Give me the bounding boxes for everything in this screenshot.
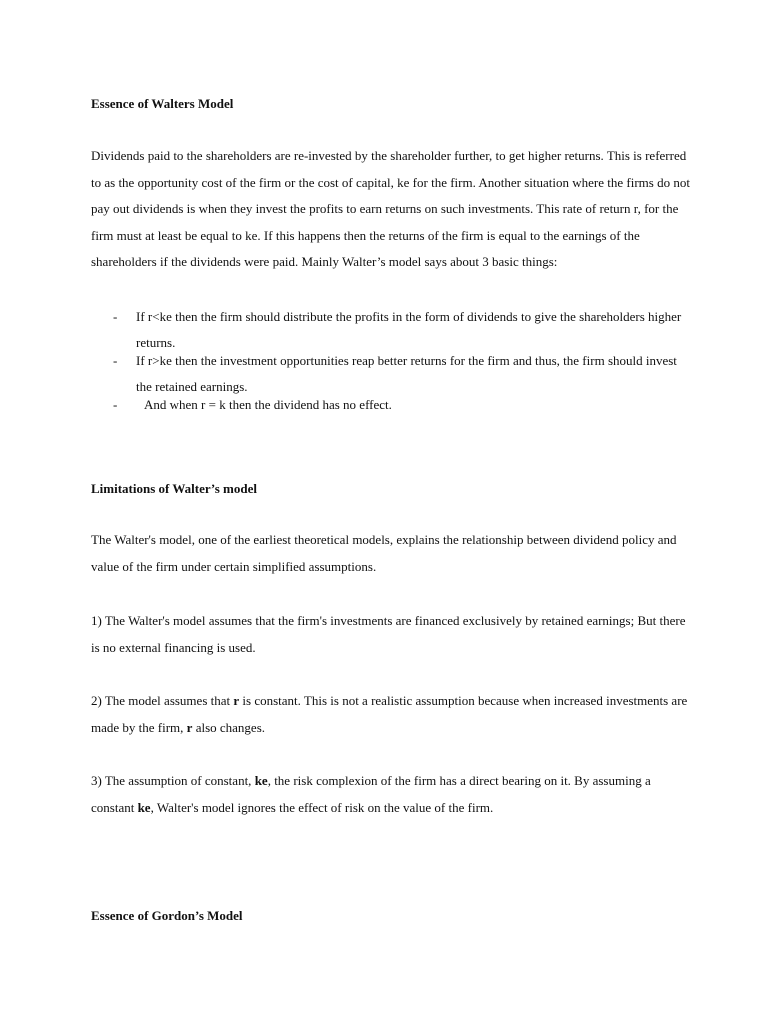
bullet-dash: -	[113, 309, 118, 324]
bullet-text: If r>ke then the investment opportunities reap better returns for the firm and thus, the firm should invest the retained earnings.	[136, 353, 677, 394]
heading-essence-walters: Essence of Walters Model	[91, 96, 234, 111]
bullet-text: And when r = k then the dividend has no effect.	[144, 397, 392, 412]
bullet-text: If r<ke then the firm should distribute the profits in the form of dividends to give the shareholders higher returns.	[136, 309, 682, 350]
walters-bullet-list	[91, 304, 691, 418]
list-item	[91, 392, 691, 418]
var-r: r	[233, 693, 240, 708]
bullet-dash: -	[113, 353, 118, 368]
walters-paragraph: Dividends paid to the shareholders are re-invested by the shareholder further, to get higher returns. This is referred to as the opportunity cost of the firm or the cost of capital, ke for the firm. Another situation where the firms do not pay out dividends is when they invest the profits to earn returns on such investments. This rate of return r, for the firm must at least be equal to ke. If this happens then the returns of the firm is equal to the earnings of the shareholders if the dividends were paid. Mainly Walter’s model says about 3 basic things:	[91, 148, 690, 269]
var-ke: ke	[137, 799, 151, 815]
heading-essence-gordons: Essence of Gordon’s Model	[91, 908, 243, 923]
heading-limitations-walters: Limitations of Walter’s model	[91, 481, 257, 496]
bullet-dash: -	[113, 397, 118, 412]
limitation-point-3: 3) The assumption of constant, ke, the risk complexion of the firm has a direct bearing on it. By assuming a constant ke, Walter's model ignores the effect of risk on the value of the firm.	[91, 773, 651, 815]
var-r: r	[186, 719, 193, 735]
limitation-point-2: 2) The model assumes that r is constant. This is not a realistic assumption because when increased investments are made by the firm, r also changes.	[91, 693, 688, 735]
var-ke: ke	[254, 773, 268, 788]
limitation-point-1: 1) The Walter's model assumes that the firm's investments are financed exclusively by retained earnings; But there is no external financing is used.	[91, 613, 686, 655]
limitations-intro: The Walter's model, one of the earliest theoretical models, explains the relationship between dividend policy and value of the firm under certain simplified assumptions.	[91, 532, 677, 574]
